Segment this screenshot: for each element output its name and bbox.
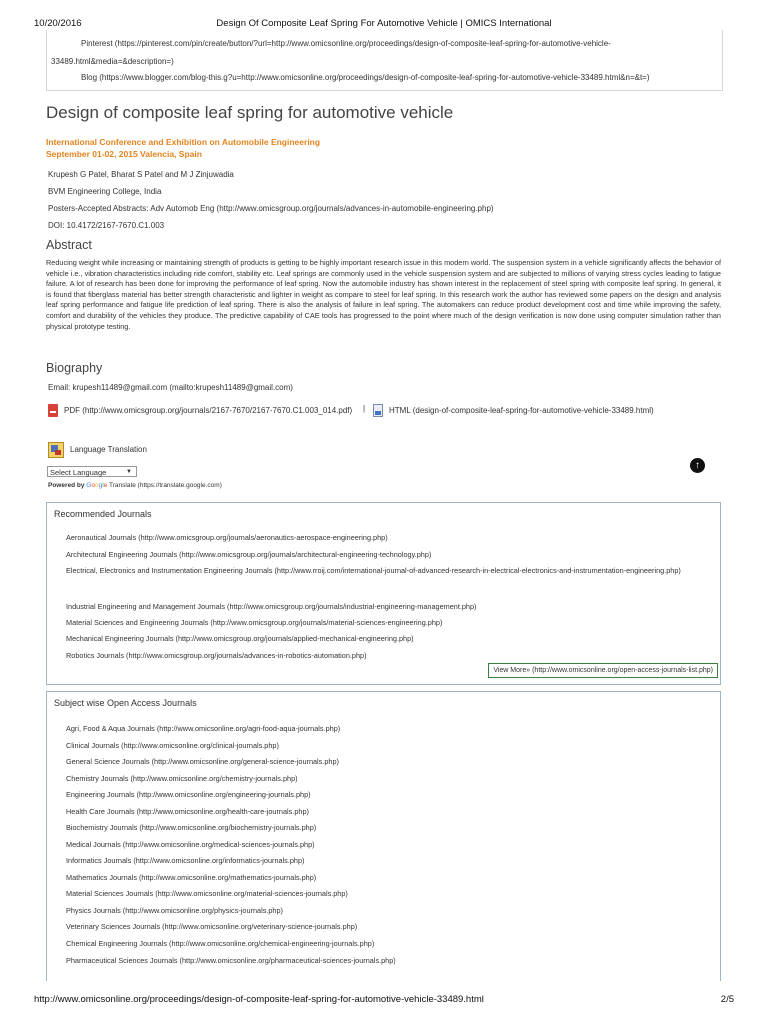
- conference-info: [46, 136, 320, 160]
- html-download-link[interactable]: [373, 404, 654, 417]
- pdf-link-text[interactable]: PDF (http://www.omicsgroup.org/journals/2167-7670/2167-7670.C1.003_014.pdf): [64, 406, 353, 415]
- journal-link[interactable]: Material Sciences and Engineering Journals (http://www.omicsgroup.org/journals/material-sciences-engineering.php): [66, 618, 443, 627]
- google-translate-link[interactable]: Translate (https://translate.google.com): [109, 482, 222, 489]
- journal-link[interactable]: Medical Journals (http://www.omicsonline.org/medical-sciences-journals.php): [66, 840, 315, 849]
- recommended-journals-box: [46, 502, 721, 685]
- journal-link[interactable]: Mechanical Engineering Journals (http://www.omicsgroup.org/journals/applied-mechanical-engineering.php): [66, 634, 414, 643]
- abstract-text: Reducing weight while increasing or maintaining strength of products is getting to be highly important research issue in this modern world. The suspension system in a vehicle significantly affects the behavior of vehicle i.e., vibration characteristics including ride comfort, stability etc. Leaf springs are commonly used in the vehicle suspension system and are subjected to millions of varying stress cycles leading to fatigue failure. A lot of research has been done for improving the performance of leaf spring. Now the automobile industry has shown interest in the replacement of steel spring with composite leaf spring. In general, it is found that fiberglass material has better strength characteristic and lighter in weight as compare to steel for leaf spring. In this research work the author has reviewed some papers on the design and analysis leaf spring performance and fatigue life prediction of leaf spring. There is also the analysis of failure in leaf spring. The automakers can reduce product development cost and time while improving the safety, comfort and durability of the vehicles they produce. The predictive capability of CAE tools has progressed to the point where much of the design verification is now done using computer simulation rather than physical prototype testing.: [46, 258, 721, 331]
- recommended-journals-title: Recommended Journals: [54, 509, 152, 519]
- link-separator: |: [363, 404, 366, 413]
- journal-link[interactable]: Informatics Journals (http://www.omicsonline.org/informatics-journals.php): [66, 856, 305, 865]
- doi: DOI: 10.4172/2167-7670.C1.003: [48, 221, 165, 230]
- language-translation-label: Language Translation: [70, 445, 147, 454]
- subject-journals-title: Subject wise Open Access Journals: [54, 698, 197, 708]
- subject-journals-box: [46, 691, 721, 981]
- print-header: [34, 18, 734, 30]
- google-letter: l: [102, 482, 104, 489]
- affiliation: BVM Engineering College, India: [48, 187, 162, 196]
- author-email[interactable]: Email: krupesh11489@gmail.com (mailto:krupesh11489@gmail.com): [48, 383, 293, 392]
- google-letter: G: [86, 482, 92, 489]
- authors: Krupesh G Patel, Bharat S Patel and M J Zinjuwadia: [48, 170, 234, 179]
- chevron-down-icon: ▼: [126, 469, 132, 475]
- print-footer: [34, 994, 734, 1006]
- journal-link[interactable]: Industrial Engineering and Management Journals (http://www.omicsgroup.org/journals/industrial-engineering-management.php): [66, 602, 477, 611]
- journal-link[interactable]: General Science Journals (http://www.omicsonline.org/general-science-journals.php): [66, 757, 339, 766]
- conference-name[interactable]: International Conference and Exhibition on Automobile Engineering: [46, 137, 321, 147]
- google-letter: g: [98, 482, 103, 489]
- pdf-download-link[interactable]: [48, 404, 352, 417]
- arrow-up-circle-icon[interactable]: ↑: [690, 458, 705, 473]
- journal-link[interactable]: Material Sciences Journals (http://www.omicsonline.org/material-sciences-journals.php): [66, 889, 348, 898]
- print-date: 10/20/2016: [34, 18, 82, 29]
- abstract-heading: Abstract: [46, 238, 92, 252]
- pdf-icon: [48, 404, 58, 417]
- view-more-button[interactable]: View More» (http://www.omicsonline.org/open-access-journals-list.php): [488, 663, 718, 678]
- google-logo: [86, 482, 107, 489]
- journal-link[interactable]: Mathematics Journals (http://www.omicsonline.org/mathematics-journals.php): [66, 873, 317, 882]
- biography-heading: Biography: [46, 361, 103, 375]
- journal-link[interactable]: Architectural Engineering Journals (http://www.omicsgroup.org/journals/architectural-engineering-technology.php): [66, 550, 432, 559]
- journal-link[interactable]: Physics Journals (http://www.omicsonline.org/physics-journals.php): [66, 906, 283, 915]
- page-title: Design of composite leaf spring for automotive vehicle: [46, 103, 454, 122]
- journal-link[interactable]: Biochemistry Journals (http://www.omicsonline.org/biochemistry-journals.php): [66, 823, 317, 832]
- share-link-blog[interactable]: Blog (https://www.blogger.com/blog-this.g?u=http://www.omicsonline.org/proceedings/design-of-composite-leaf-spring-for-automotive-vehicle-33489.html&n=&t=): [81, 73, 650, 82]
- language-translation-icon: [48, 442, 64, 458]
- html-file-icon: [373, 404, 383, 417]
- journal-link[interactable]: Chemistry Journals (http://www.omicsonline.org/chemistry-journals.php): [66, 774, 298, 783]
- language-select-value: Select Language: [50, 468, 107, 477]
- journal-link[interactable]: Electrical, Electronics and Instrumentation Engineering Journals (http://www.rroij.com/international-journal-of-advanced-research-in-electrical-electronics-and-instrumentation-engineering.php): [66, 566, 681, 575]
- journal-link[interactable]: Aeronautical Journals (http://www.omicsgroup.org/journals/aeronautics-aerospace-engineering.php): [66, 533, 388, 542]
- print-url: http://www.omicsonline.org/proceedings/design-of-composite-leaf-spring-for-automotive-vehicle-33489.html: [34, 994, 484, 1005]
- language-translation: [48, 442, 208, 460]
- google-letter: e: [103, 482, 108, 489]
- language-select[interactable]: [47, 466, 137, 477]
- share-links-box: [46, 30, 723, 91]
- journal-link[interactable]: Clinical Journals (http://www.omicsonline.org/clinical-journals.php): [66, 741, 279, 750]
- powered-by-google-translate: [48, 482, 222, 489]
- accepted-abstracts-link[interactable]: Posters-Accepted Abstracts: Adv Automob Eng (http://www.omicsgroup.org/journals/advances-in-automobile-engineering.php): [48, 204, 494, 213]
- print-document-title: Design Of Composite Leaf Spring For Automotive Vehicle | OMICS International: [216, 18, 552, 29]
- html-link-text[interactable]: HTML (design-of-composite-leaf-spring-for-automotive-vehicle-33489.html): [389, 406, 654, 415]
- conference-date: September 01-02, 2015 Valencia, Spain: [46, 149, 202, 159]
- powered-by-label: Powered by: [48, 482, 85, 489]
- journal-link[interactable]: Agri, Food & Aqua Journals (http://www.omicsonline.org/agri-food-aqua-journals.php): [66, 724, 341, 733]
- google-letter: o: [91, 482, 95, 489]
- print-page-number: 2/5: [720, 994, 734, 1005]
- journal-link[interactable]: Engineering Journals (http://www.omicsonline.org/engineering-journals.php): [66, 790, 311, 799]
- journal-link[interactable]: Veterinary Sciences Journals (http://www.omicsonline.org/veterinary-science-journals.php): [66, 922, 358, 931]
- journal-link[interactable]: Pharmaceutical Sciences Journals (http://www.omicsonline.org/pharmaceutical-sciences-journals.php): [66, 956, 396, 965]
- google-letter: o: [94, 482, 99, 489]
- share-link-pinterest[interactable]: Pinterest (https://pinterest.com/pin/create/button/?url=http://www.omicsonline.org/proceedings/design-of-composite-leaf-spring-for-automotive-vehicle-: [81, 39, 611, 48]
- share-link-pinterest-cont[interactable]: 33489.html&media=&description=): [51, 57, 174, 66]
- journal-link[interactable]: Chemical Engineering Journals (http://www.omicsonline.org/chemical-engineering-journals.php): [66, 939, 375, 948]
- journal-link[interactable]: Health Care Journals (http://www.omicsonline.org/health-care-journals.php): [66, 807, 309, 816]
- journal-link[interactable]: Robotics Journals (http://www.omicsgroup.org/journals/advances-in-robotics-automation.php): [66, 651, 367, 660]
- download-links: [48, 404, 723, 420]
